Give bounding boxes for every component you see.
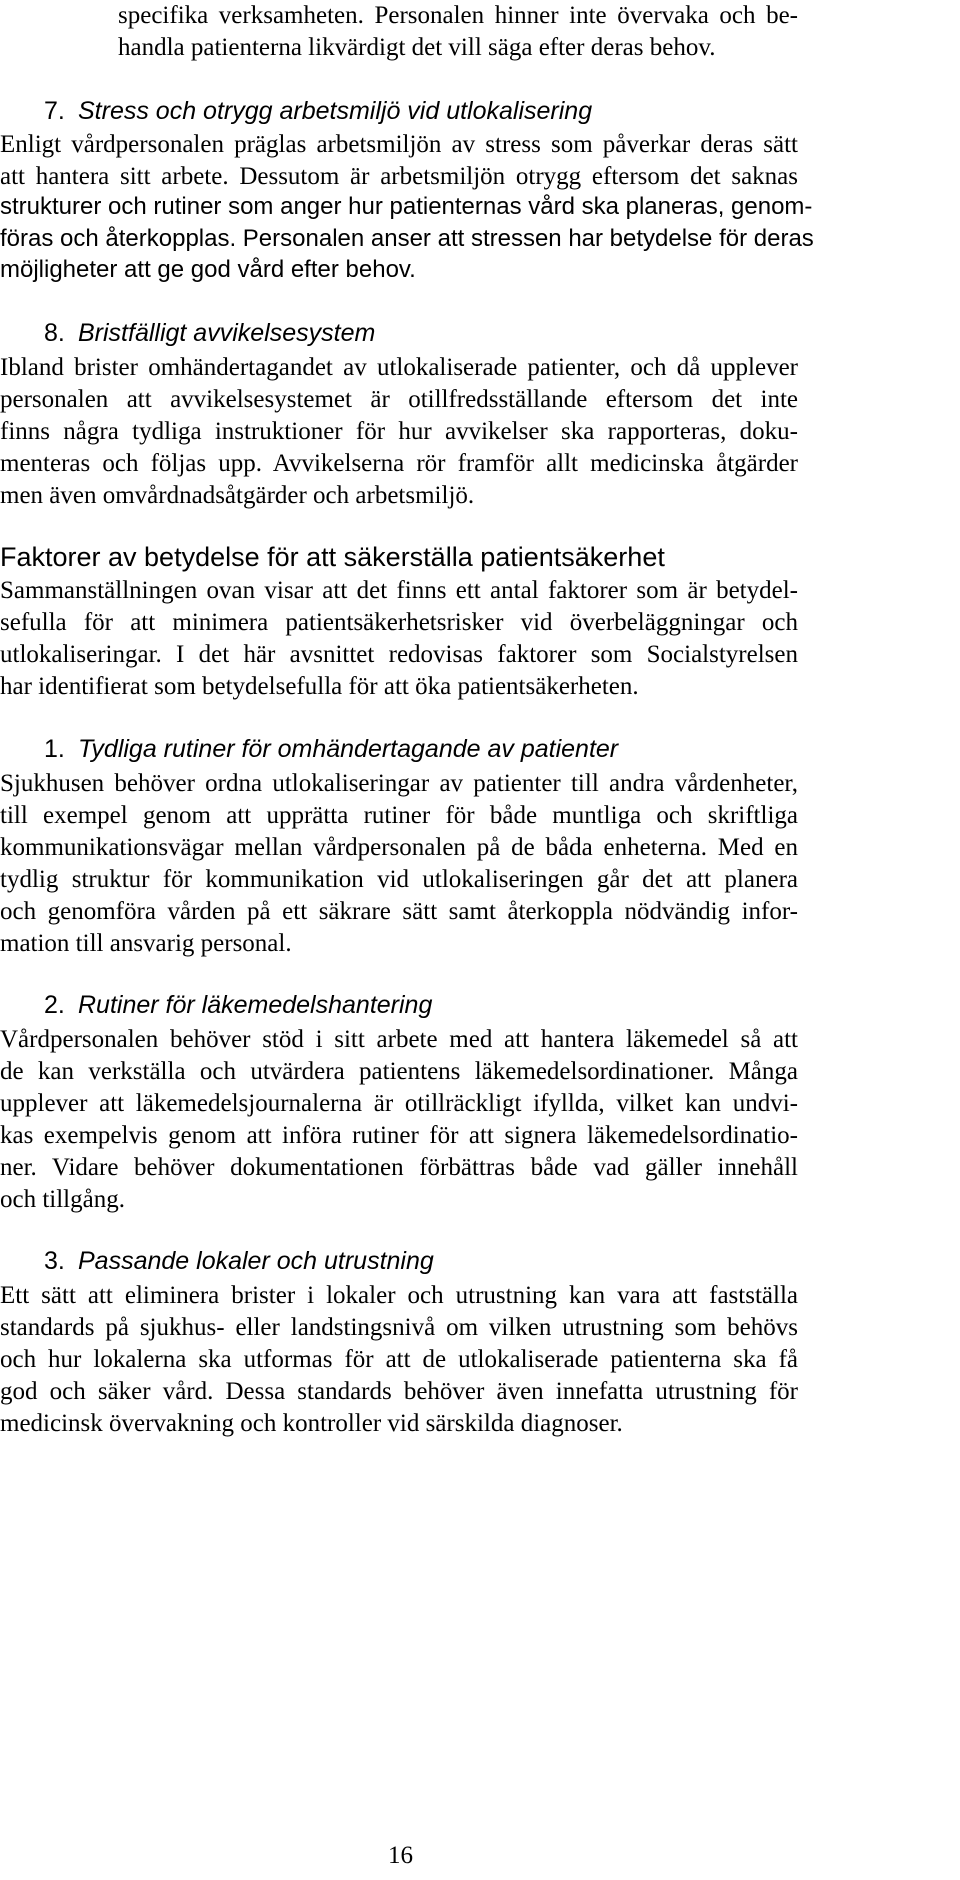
text-line: upplever att läkemedelsjournalerna är otillräckligt ifyllda, vilket kan undvi- (0, 1090, 798, 1117)
text-line: Ett sätt att eliminera brister i lokaler och utrustning kan vara att fastställa (0, 1282, 798, 1309)
text-line: till exempel genom att upprätta rutiner för både muntliga och skriftliga (0, 802, 798, 829)
text-line: Vårdpersonalen behöver stöd i sitt arbete med att hantera läkemedel så att (0, 1026, 798, 1053)
text-line: specifika verksamheten. Personalen hinner inte övervaka och be- (118, 2, 798, 29)
factor-heading (44, 1249, 434, 1274)
text-line: Sammanställningen ovan visar att det finns ett antal faktorer som är betydel- (0, 577, 798, 604)
section-heading (44, 99, 592, 124)
text-line: och genomföra vården på ett säkrare sätt samt återkoppla nödvändig infor- (0, 898, 798, 925)
section-number: 7. (44, 97, 65, 125)
factor-number: 2. (44, 991, 65, 1019)
text-line: men även omvårdnadsåtgärder och arbetsmiljö. (0, 482, 475, 509)
factor-number: 3. (44, 1247, 65, 1275)
text-line: menteras och följas upp. Avvikelserna rör framför allt medicinska åtgärder (0, 450, 798, 477)
text-line: och tillgång. (0, 1186, 125, 1213)
section-heading (44, 321, 375, 346)
page-number: 16 (388, 1842, 413, 1869)
text-line: strukturer och rutiner som anger hur patienternas vård ska planeras, genom- (0, 193, 813, 220)
text-line: de kan verkställa och utvärdera patientens läkemedelsordinationer. Många (0, 1058, 798, 1085)
text-line: handla patienterna likvärdigt det vill säga efter deras behov. (118, 34, 716, 61)
text-line: har identifierat som betydelsefulla för att öka patientsäkerheten. (0, 673, 639, 700)
factor-title: Rutiner för läkemedelshantering (78, 991, 433, 1019)
factor-heading (44, 993, 432, 1018)
text-line: medicinsk övervakning och kontroller vid särskilda diagnoser. (0, 1410, 623, 1437)
section-title: Stress och otrygg arbetsmiljö vid utlokalisering (78, 97, 593, 125)
text-line: och hur lokalerna ska utformas för att de utlokaliserade patienterna ska få (0, 1346, 798, 1373)
factor-title: Tydliga rutiner för omhändertagande av patienter (78, 735, 619, 763)
text-line: standards på sjukhus- eller landstingsnivå om vilken utrustning som behövs (0, 1314, 798, 1341)
factor-number: 1. (44, 735, 65, 763)
text-line: god och säker vård. Dessa standards behöver även innefatta utrustning för (0, 1378, 798, 1405)
text-line: tydlig struktur för kommunikation vid utlokaliseringen går det att planera (0, 866, 798, 893)
text-line: kas exempelvis genom att införa rutiner för att signera läkemedelsordinatio- (0, 1122, 798, 1149)
text-line: föras och återkopplas. Personalen anser att stressen har betydelse för deras (0, 225, 814, 252)
factor-title: Passande lokaler och utrustning (78, 1247, 434, 1275)
text-line: möjligheter att ge god vård efter behov. (0, 256, 416, 283)
text-line: kommunikationsvägar mellan vårdpersonalen på de båda enheterna. Med en (0, 834, 798, 861)
text-line: personalen att avvikelsesystemet är otillfredsställande eftersom det inte (0, 386, 798, 413)
text-line: att hantera sitt arbete. Dessutom är arbetsmiljön otrygg eftersom det saknas (0, 163, 798, 190)
text-line: utlokaliseringar. I det här avsnittet redovisas faktorer som Socialstyrelsen (0, 641, 798, 668)
text-line: mation till ansvarig personal. (0, 930, 292, 957)
text-line: Sjukhusen behöver ordna utlokaliseringar av patienter till andra vårdenheter, (0, 770, 798, 797)
text-line: finns några tydliga instruktioner för hur avvikelser ska rapporteras, doku- (0, 418, 798, 445)
text-line: sefulla för att minimera patientsäkerhetsrisker vid överbeläggningar och (0, 609, 798, 636)
main-heading: Faktorer av betydelse för att säkerställa patientsäkerhet (0, 542, 665, 572)
section-number: 8. (44, 319, 65, 347)
text-line: ner. Vidare behöver dokumentationen förbättras både vad gäller innehåll (0, 1154, 798, 1181)
section-title: Bristfälligt avvikelsesystem (78, 319, 376, 347)
text-line: Enligt vårdpersonalen präglas arbetsmiljön av stress som påverkar deras sätt (0, 131, 798, 158)
text-line: Ibland brister omhändertagandet av utlokaliserade patienter, och då upplever (0, 354, 798, 381)
factor-heading (44, 737, 618, 762)
